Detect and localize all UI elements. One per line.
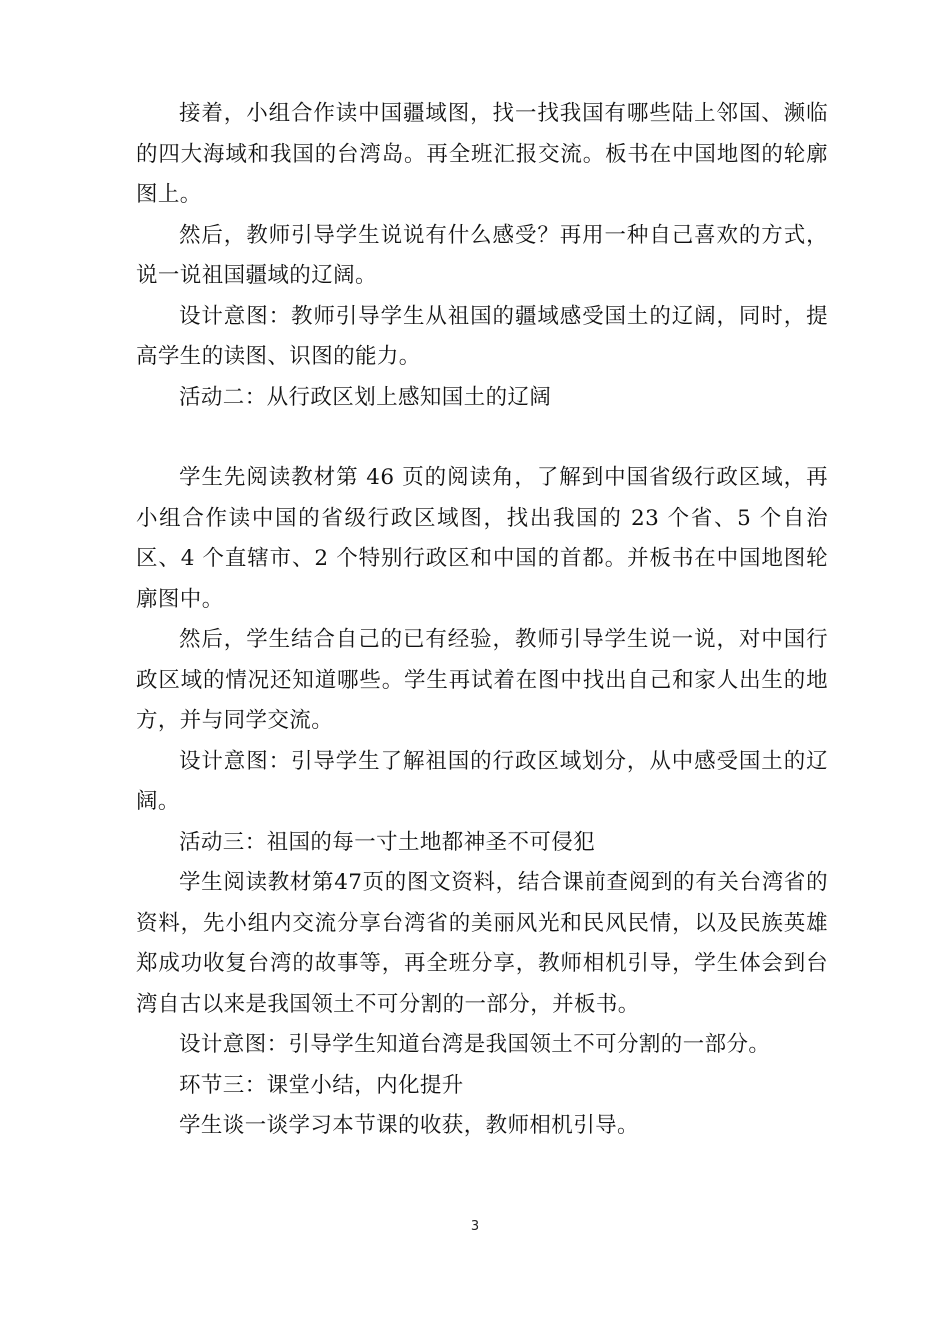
heading-activity-three: 活动三：祖国的每一寸土地都神圣不可侵犯 bbox=[179, 829, 596, 855]
page-body bbox=[136, 94, 828, 1147]
paragraph-territory-map: 接着，小组合作读中国疆域图，找一找我国有哪些陆上邻国、濒临的四大海域和我国的台湾岛。再全班汇报交流。板书在中国地图的轮廓图上。 bbox=[136, 101, 828, 207]
paragraph-feelings: 然后，教师引导学生说说有什么感受？再用一种自己喜欢的方式，说一说祖国疆域的辽阔。 bbox=[136, 222, 828, 288]
blank-line bbox=[136, 418, 828, 458]
paragraph-experience: 然后，学生结合自己的已有经验，教师引导学生说一说，对中国行政区域的情况还知道哪些。学生再试着在图中找出自己和家人出生的地方，并与同学交流。 bbox=[136, 627, 828, 733]
paragraph-design-intent-2: 设计意图：引导学生了解祖国的行政区域划分，从中感受国土的辽阔。 bbox=[136, 748, 828, 814]
paragraph-provinces: 学生先阅读教材第 46 页的阅读角，了解到中国省级行政区域，再小组合作读中国的省级行政区域图，找出我国的 23 个省、5 个自治区、4 个直辖市、2 个特别行政区和中国的首都。并板书在中国地图轮廓图中。 bbox=[136, 465, 828, 612]
paragraph-taiwan: 学生阅读教材第47页的图文资料，结合课前查阅到的有关台湾省的资料，先小组内交流分享台湾省的美丽风光和民风民情，以及民族英雄郑成功收复台湾的故事等，再全班分享，教师相机引导，学生体会到台湾自古以来是我国领土不可分割的一部分，并板书。 bbox=[136, 870, 828, 1017]
heading-section-three: 环节三：课堂小结，内化提升 bbox=[179, 1072, 464, 1098]
paragraph-design-intent-1: 设计意图：教师引导学生从祖国的疆域感受国土的辽阔，同时，提高学生的读图、识图的能力。 bbox=[136, 303, 828, 369]
page-number: 3 bbox=[470, 1219, 480, 1234]
heading-activity-two: 活动二：从行政区划上感知国土的辽阔 bbox=[179, 384, 552, 410]
paragraph-summary: 学生谈一谈学习本节课的收获，教师相机引导。 bbox=[179, 1113, 639, 1138]
paragraph-design-intent-3: 设计意图：引导学生知道台湾是我国领土不可分割的一部分。 bbox=[179, 1032, 771, 1057]
